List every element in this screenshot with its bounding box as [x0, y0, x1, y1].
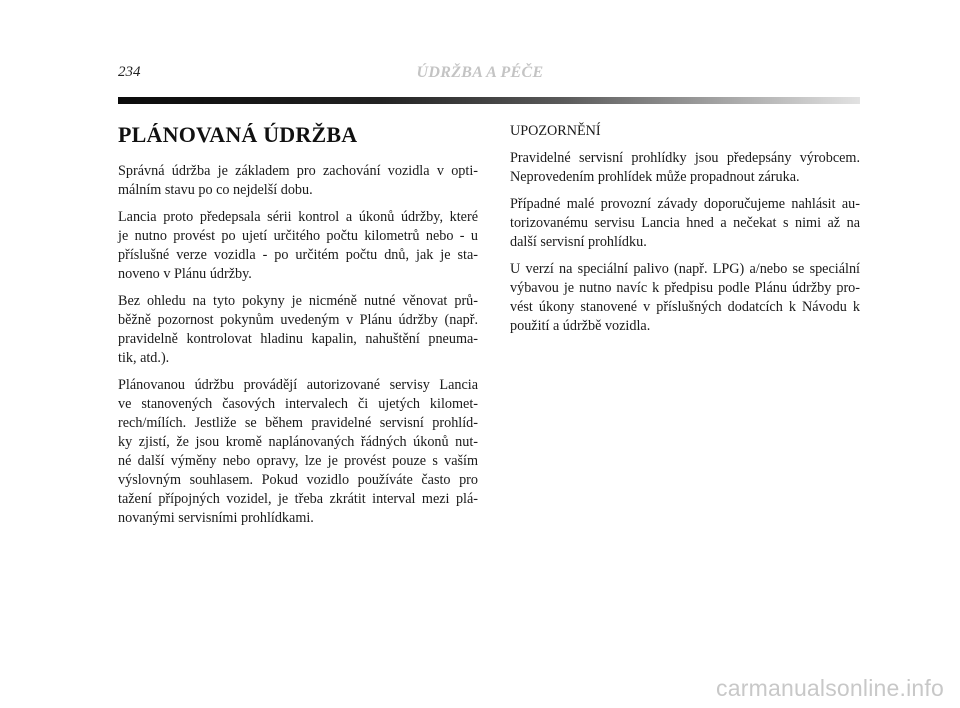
text-line: výbavou je nutno navíc k předpisu podle Plánu údržby pro- [510, 280, 860, 296]
paragraph-minor-faults [510, 195, 860, 252]
paragraph-ongoing-checks [118, 292, 478, 368]
text-line: ky zjistí, že jsou kromě naplánovaných řádných úkonů nut- [118, 434, 478, 450]
text-line: vést úkony stanovené v příslušných dodatcích k Návodu k [510, 299, 860, 315]
text-line: Lancia proto předepsala sérii kontrol a úkonů údržby, které [118, 209, 478, 225]
text-line: torizovanému servisu Lancia hned a nečekat s nimi až na [510, 215, 860, 231]
text-line: Případné malé provozní závady doporučujeme nahlásit au- [510, 196, 860, 212]
text-line: Pravidelné servisní prohlídky jsou předepsány výrobcem. [510, 150, 860, 166]
paragraph-authorized-service [118, 376, 478, 528]
text-line: málním stavu po co nejdelší dobu. [118, 182, 313, 198]
text-line: další servisní prohlídku. [510, 234, 647, 250]
paragraph-special-fuel [510, 260, 860, 336]
text-line: Bez ohledu na tyto pokyny je nicméně nutné věnovat prů- [118, 293, 478, 309]
text-line: noveno v Plánu údržby. [118, 266, 252, 282]
header-rule [118, 97, 860, 104]
text-line: pravidelně kontrolovat hladinu kapalin, nahuštění pneuma- [118, 331, 478, 347]
paragraph-maintenance-schedule [118, 208, 478, 284]
paragraph-warranty [510, 149, 860, 187]
notice-heading: UPOZORNĚNÍ [510, 123, 601, 139]
text-line: výslovným souhlasem. Pokud vozidlo používáte často pro [118, 472, 478, 488]
text-line: U verzí na speciální palivo (např. LPG) a/nebo se speciální [510, 261, 860, 277]
text-line: ve stanovených časových intervalech či ujetých kilomet- [118, 396, 478, 412]
right-column [510, 122, 860, 344]
paragraph-intro [118, 162, 478, 200]
text-line: tik, atd.). [118, 350, 170, 366]
text-line: Neprovedením prohlídek může propadnout záruka. [510, 169, 800, 185]
text-line: Plánovanou údržbu provádějí autorizované servisy Lancia [118, 377, 478, 393]
text-line: tažení přípojných vozidel, je třeba zkrátit interval mezi plá- [118, 491, 478, 507]
text-line: rech/mílích. Jestliže se během pravidelné servisní prohlíd- [118, 415, 478, 431]
text-line: příslušné verze vozidla - po určitém počtu dnů, jak je sta- [118, 247, 478, 263]
text-line: běžně pozornost pokynům uvedeným v Plánu údržby (např. [118, 312, 478, 328]
watermark: carmanualsonline.info [716, 675, 944, 701]
section-title: ÚDRŽBA A PÉČE [416, 64, 544, 81]
text-line: je nutno provést po ujetí určitého počtu kilometrů nebo - u [118, 228, 478, 244]
page-title: PLÁNOVANÁ ÚDRŽBA [118, 122, 358, 147]
text-line: né další výměny nebo opravy, lze je provést pouze s vaším [118, 453, 478, 469]
page-number: 234 [118, 64, 141, 80]
text-line: použití a údržbě vozidla. [510, 318, 651, 334]
text-line: novanými servisními prohlídkami. [118, 510, 314, 526]
left-column [118, 122, 478, 536]
text-line: Správná údržba je základem pro zachování vozidla v opti- [118, 163, 478, 179]
